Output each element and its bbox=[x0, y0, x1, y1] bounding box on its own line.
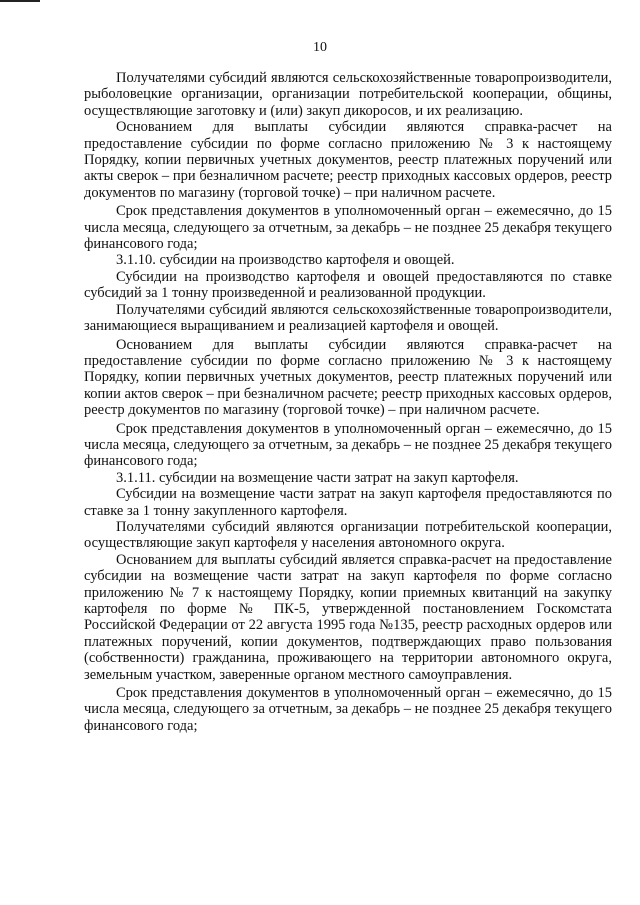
paragraph-recipients-potatoes-vegetables: Получателями субсидий являются сельскохозяйственные товаропроизводители, занимающиеся выращиванием и реализацией картофеля и овощей. bbox=[84, 301, 612, 335]
scan-corner-mark bbox=[0, 0, 40, 2]
paragraph-rate-potatoes-vegetables: Субсидии на производство картофеля и овощей предоставляются по ставке субсидий за 1 тонну произведенной и реализованной продукции. bbox=[84, 268, 612, 302]
paragraph-deadline-potatoes-vegetables: Срок представления документов в уполномоченный орган – ежемесячно, до 15 числа месяца, следующего за отчетным, за декабрь – не позднее 25 декабря текущего финансового года; bbox=[84, 420, 612, 470]
paragraph-deadline-potato-purchase: Срок представления документов в уполномоченный орган – ежемесячно, до 15 числа месяца, следующего за отчетным, за декабрь – не позднее 25 декабря текущего финансового года; bbox=[84, 685, 612, 734]
paragraph-recipients-potato-purchase: Получателями субсидий являются организации потребительской кооперации, осуществляющие закуп картофеля у населения автономного округа. bbox=[84, 518, 612, 552]
paragraph-basis-potato-purchase: Основанием для выплаты субсидий является справка-расчет на предоставление субсидии на возмещение части затрат на закуп картофеля по форме согласно приложению № 7 к настоящему Порядку, копии приемных квитанций на закупку картофеля по форме № ПК-5, утвержденной постановлением Госкомстата Российской Федерации от 22 августа 1995 года №135, реестр расходных ордеров или платежных поручений, копии документов, подтверждающих право пользования (собственности) гражданина, проживающего на территории автономного округа, земельным участком, заверенные органом местного самоуправления. bbox=[84, 551, 612, 683]
paragraph-deadline-dikorosy: Срок представления документов в уполномоченный орган – ежемесячно, до 15 числа месяца, следующего за отчетным, за декабрь – не позднее 25 декабря текущего финансового года; bbox=[84, 203, 612, 253]
paragraph-basis-potatoes-vegetables: Основанием для выплаты субсидии являются справка-расчет на предоставление субсидии по форме согласно приложению № 3 к настоящему Порядку, копии первичных учетных документов, реестр платежных поручений или копии актов сверок – при безналичном расчете; реестр приходных кассовых ордеров, реестр документов по магазину (торговой точке) – при наличном расчете. bbox=[84, 336, 612, 419]
paragraph-section-3-1-11: 3.1.11. субсидии на возмещение части затрат на закуп картофеля. bbox=[116, 469, 519, 486]
paragraph-basis-dikorosy: Основанием для выплаты субсидии являются справка-расчет на предоставление субсидии по форме согласно приложению № 3 к настоящему Порядку, копии первичных учетных документов, реестр платежных поручений или акты сверок – при безналичном расчете; реестр приходных кассовых ордеров, реестр документов по магазину (торговой точке) – при наличном расчете. bbox=[84, 119, 612, 201]
paragraph-section-3-1-10: 3.1.10. субсидии на производство картофеля и овощей. bbox=[116, 252, 455, 269]
document-body bbox=[84, 70, 612, 734]
page-number: 10 bbox=[313, 40, 327, 55]
paragraph-rate-potato-purchase: Субсидии на возмещение части затрат на закуп картофеля предоставляются по ставке за 1 тонну закупленного картофеля. bbox=[84, 486, 612, 519]
paragraph-recipients-dikorosy: Получателями субсидий являются сельскохозяйственные товаропроизводители, рыболовецкие организации, организации потребительской кооперации, общины, осуществляющие заготовку и (или) закуп дикоросов, и их реализацию. bbox=[84, 70, 612, 119]
